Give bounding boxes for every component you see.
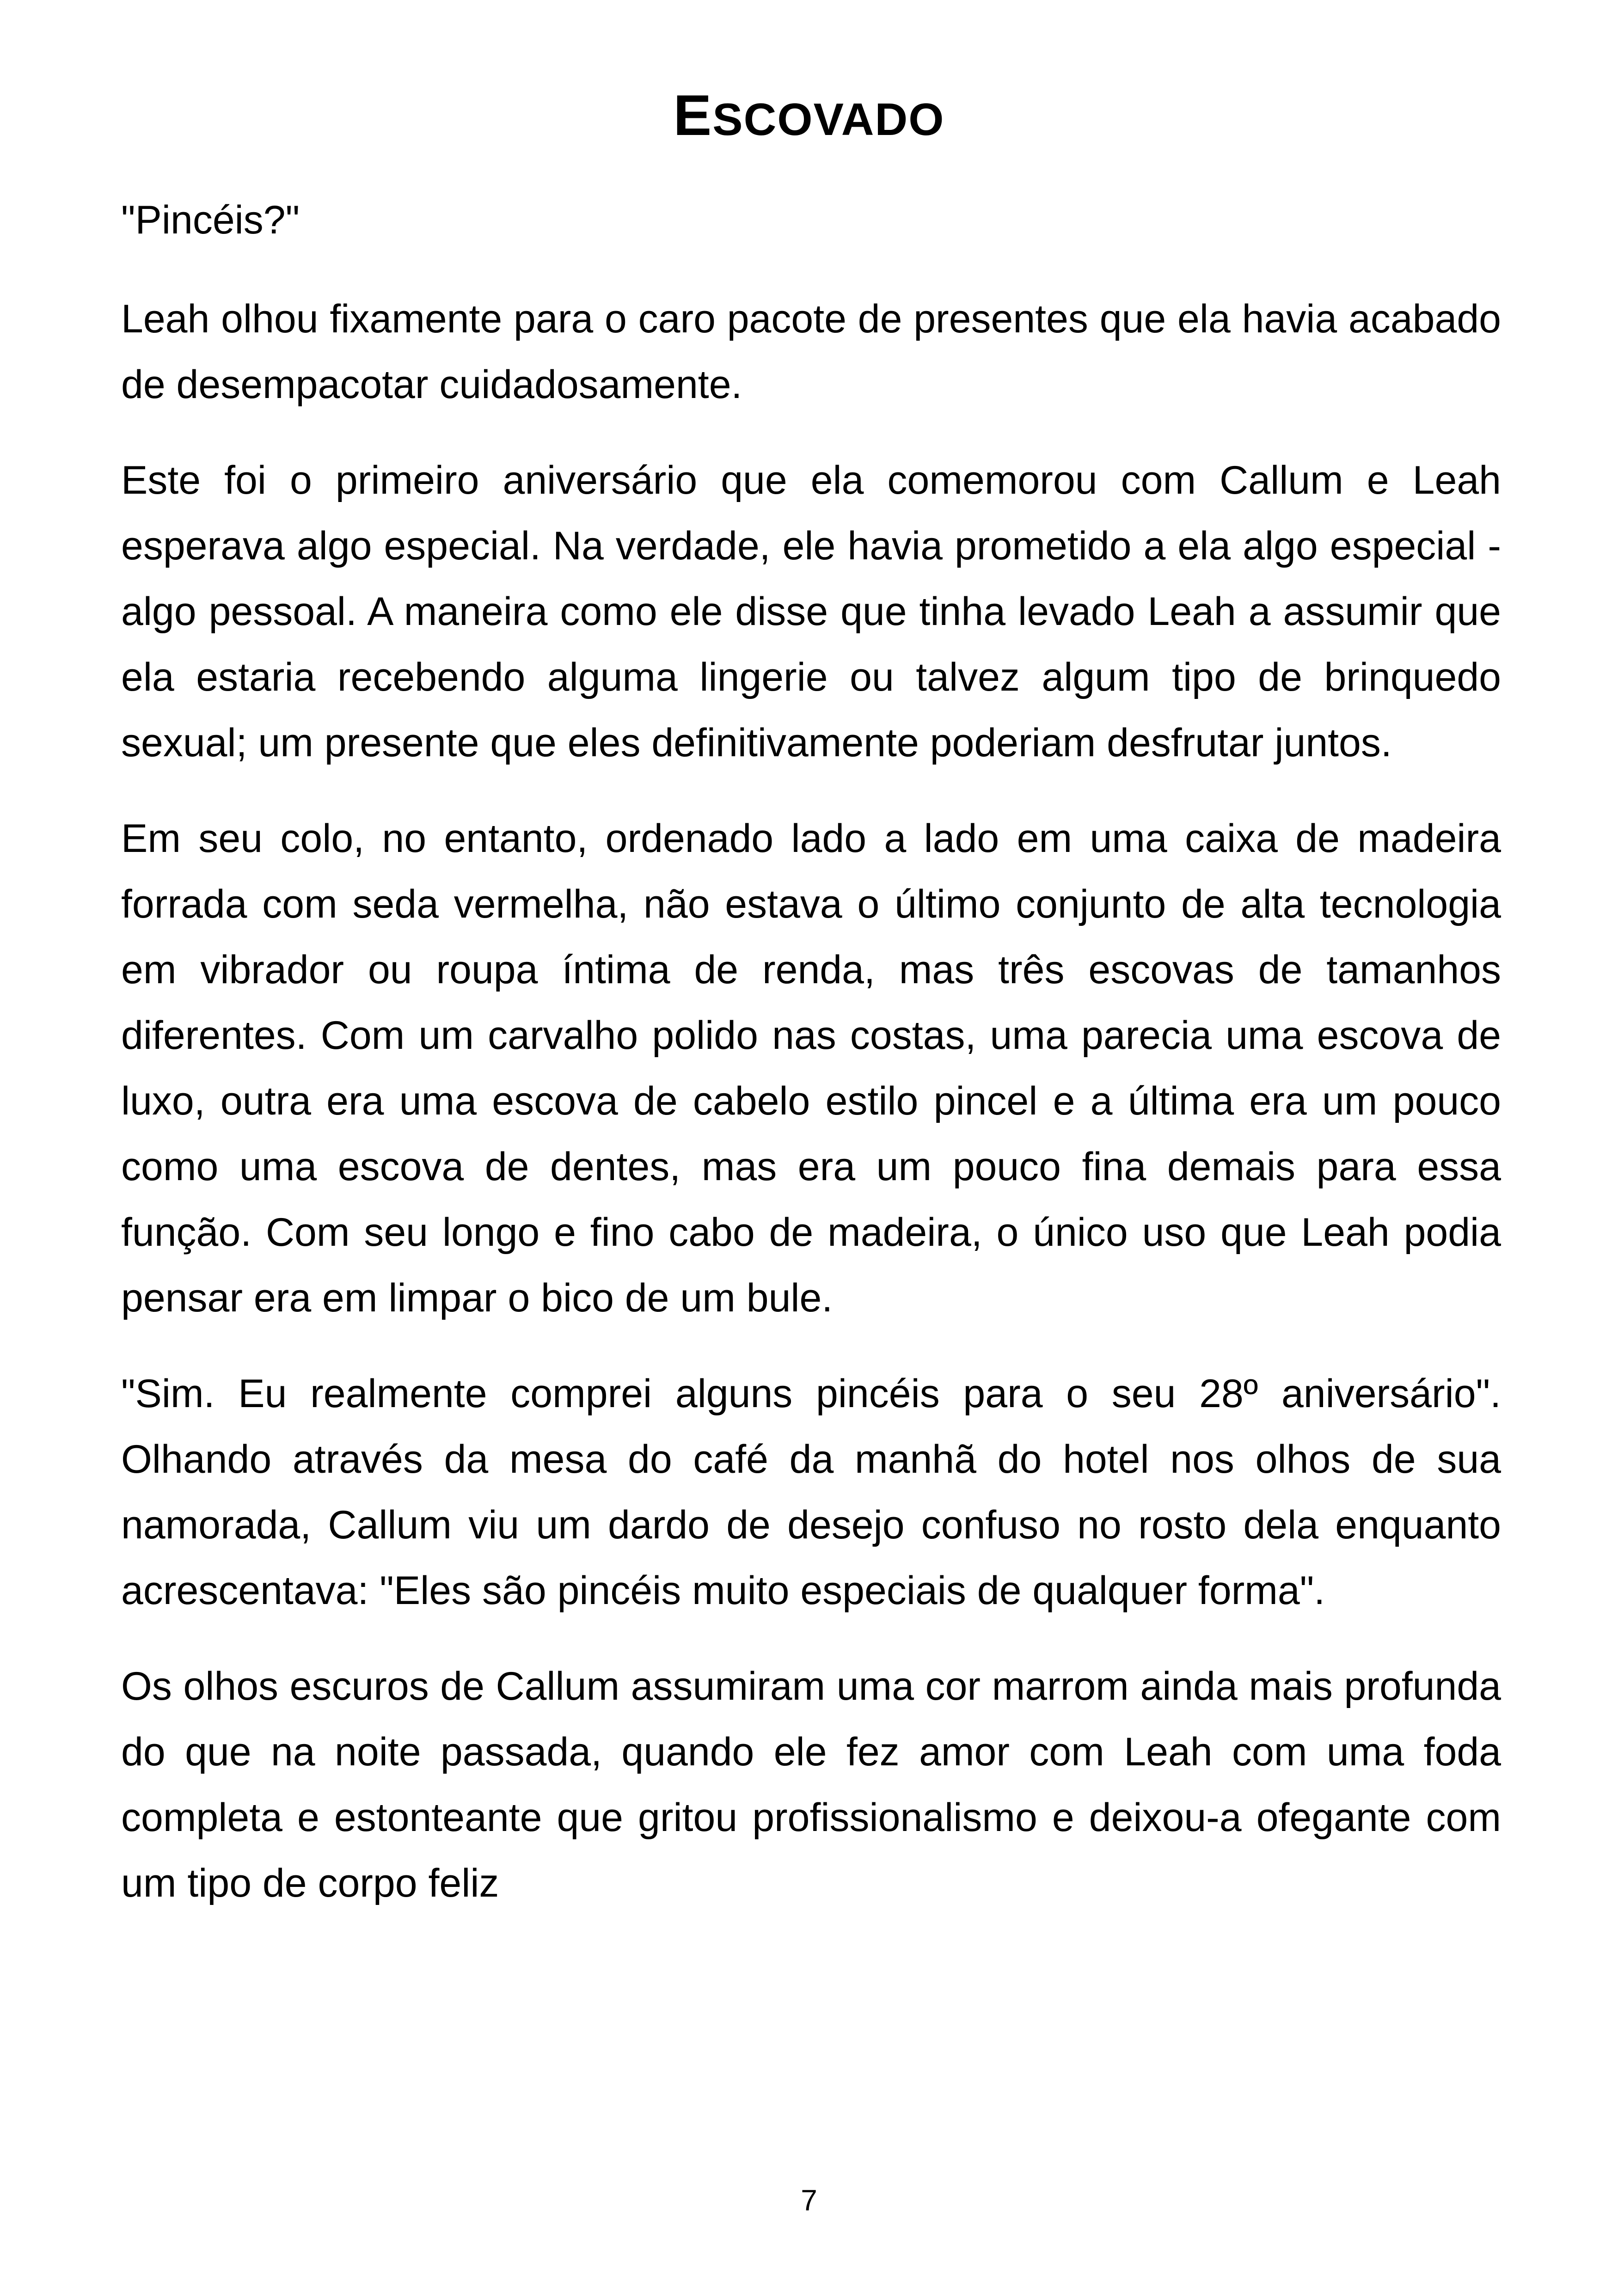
- body-text: [121, 187, 1501, 1946]
- paragraph: Em seu colo, no entanto, ordenado lado a lado em uma caixa de madeira forrada com seda vermelha, não estava o último conjunto de alta tecnologia em vibrador ou roupa íntima de renda, mas três escovas de tamanhos diferentes. Com um carvalho polido nas costas, uma parecia uma escova de luxo, outra era uma escova de cabelo estilo pincel e a última era um pouco como uma escova de dentes, mas era um pouco fina demais para essa função. Com seu longo e fino cabo de madeira, o único uso que Leah podia pensar era em limpar o bico de um bule.: [121, 816, 1501, 1320]
- paragraph: "Sim. Eu realmente comprei alguns pincéis para o seu 28º aniversário". Olhando através da mesa do café da manhã do hotel nos olhos de sua namorada, Callum viu um dardo de desejo confuso no rosto dela enquanto acrescentava: "Eles são pincéis muito especiais de qualquer forma".: [121, 1371, 1501, 1613]
- chapter-title-initial: E: [673, 84, 713, 147]
- paragraph: Este foi o primeiro aniversário que ela comemorou com Callum e Leah esperava algo especial. Na verdade, ele havia prometido a ela algo especial - algo pessoal. A maneira como ele disse que tinha levado Leah a assumir que ela estaria recebendo alguma lingerie ou talvez algum tipo de brinquedo sexual; um presente que eles definitivamente poderiam desfrutar juntos.: [121, 458, 1501, 765]
- paragraph: "Pincéis?": [121, 198, 300, 242]
- page-number: 7: [801, 2184, 817, 2217]
- paragraph: Os olhos escuros de Callum assumiram uma cor marrom ainda mais profunda do que na noite passada, quando ele fez amor com Leah com uma foda completa e estonteante que gritou profissionalismo e deixou-a ofegante com um tipo de corpo feliz: [121, 1664, 1501, 1905]
- paragraph: Leah olhou fixamente para o caro pacote de presentes que ela havia acabado de desempacotar cuidadosamente.: [121, 297, 1501, 407]
- chapter-title: [0, 81, 1618, 154]
- chapter-title-rest: SCOVADO: [712, 94, 945, 145]
